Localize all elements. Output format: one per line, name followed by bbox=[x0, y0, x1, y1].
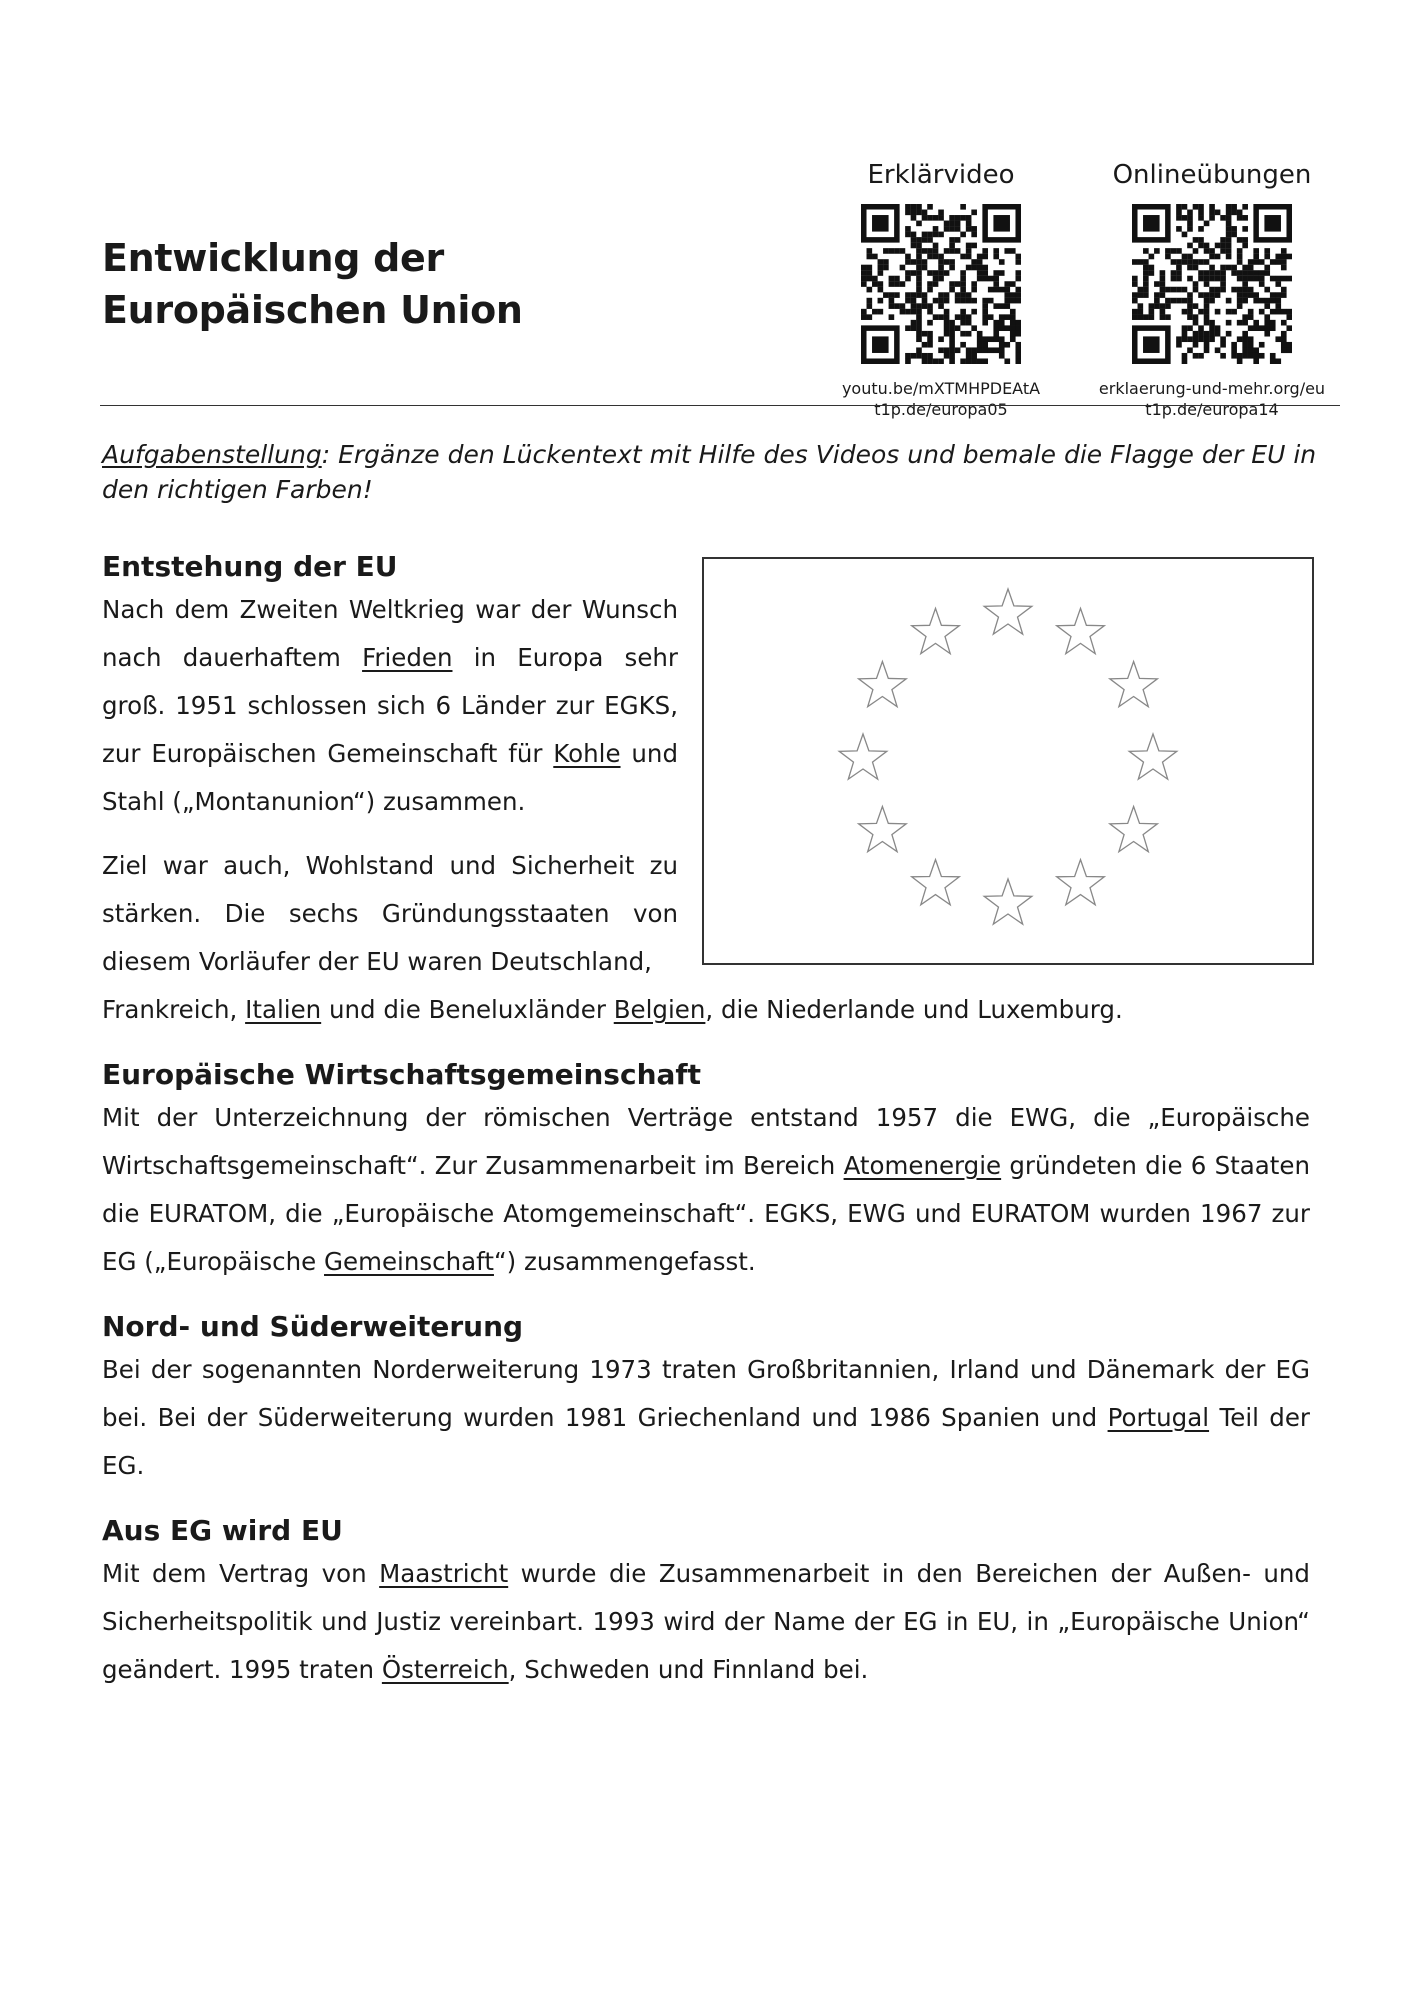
star-outline-icon bbox=[1057, 608, 1105, 653]
text-span: Bei der sogenannten Norderweiterung 1973 traten Großbritannien, Irland und Dänemark der EG bei. Bei der Süderweiterung wurden 1981 Griechenland und 1986 Spanien und bbox=[102, 1355, 1310, 1432]
text-span: und die Beneluxländer bbox=[321, 995, 614, 1024]
star-outline-icon bbox=[1129, 734, 1177, 779]
paragraph-ewg bbox=[102, 1094, 1310, 1286]
qr-label-video: Erklärvideo bbox=[867, 160, 1015, 190]
gap-answer: Gemeinschaft bbox=[324, 1247, 494, 1276]
paragraph-entstehung-2-end bbox=[102, 986, 1362, 1034]
qr-url-online-2[interactable]: t1p.de/europa14 bbox=[1145, 400, 1279, 419]
header-divider bbox=[100, 405, 1340, 406]
qr-code-icon[interactable] bbox=[861, 204, 1021, 364]
text-span: gründeten die 6 Staaten die EURATOM, die „Europäische Atomgemeinschaft“. EGKS, EWG und EURATOM wurden 1967 zur EG („Europäische bbox=[102, 1151, 1311, 1276]
flag-canvas bbox=[704, 559, 1312, 963]
heading-entstehung: Entstehung der EU bbox=[102, 550, 398, 583]
gap-answer: Belgien bbox=[613, 995, 706, 1024]
task-instruction bbox=[102, 437, 1332, 507]
paragraph-eu bbox=[102, 1550, 1310, 1694]
qr-url-online-1[interactable]: erklaerung-und-mehr.org/eu bbox=[1098, 379, 1326, 398]
title-line-2: Europäischen Union bbox=[102, 288, 523, 332]
star-outline-icon bbox=[1110, 662, 1158, 707]
star-outline-icon bbox=[912, 608, 960, 653]
title-line-1: Entwicklung der bbox=[102, 236, 444, 280]
qr-code-icon[interactable] bbox=[1132, 204, 1292, 364]
text-span: , Schweden und Finnland bei. bbox=[508, 1655, 869, 1684]
qr-label-online: Onlineübungen bbox=[1112, 160, 1312, 190]
gap-answer: Kohle bbox=[553, 739, 621, 768]
text-span: Mit der Unterzeichnung der römischen Verträge entstand 1957 die EWG, die „Europäische Wirtschaftsgemeinschaft“. Zur Zusammenarbeit im Bereich bbox=[102, 1103, 1310, 1180]
task-text: : Ergänze den Lückentext mit Hilfe des Videos und bemale die Flagge der EU in den richtigen Farben! bbox=[102, 440, 1317, 504]
paragraph-erweiterung bbox=[102, 1346, 1310, 1490]
qr-block-online bbox=[1072, 158, 1352, 420]
text-span: Frankreich, bbox=[102, 995, 246, 1024]
text-span: “) zusammengefasst. bbox=[493, 1247, 756, 1276]
qr-url-video-1[interactable]: youtu.be/mXTMHPDEAtA bbox=[841, 379, 1041, 398]
star-outline-icon bbox=[1057, 860, 1105, 905]
page-title bbox=[102, 232, 523, 336]
text-span: wurde die Zusammenarbeit in den Bereichen der Außen- und Sicherheitspolitik und Justiz vereinbart. 1993 wird der Name der EG in EU, in „Europäische Union“ geändert. 1995 traten bbox=[102, 1559, 1310, 1684]
gap-answer: Österreich bbox=[381, 1655, 509, 1684]
task-label: Aufgabenstellung bbox=[102, 440, 322, 469]
heading-eu: Aus EG wird EU bbox=[102, 1514, 343, 1547]
gap-answer: Portugal bbox=[1107, 1403, 1210, 1432]
text-span: in Europa sehr groß. 1951 schlossen sich 6 Länder zur EGKS, zur Europäischen Gemeinschaft für bbox=[102, 643, 678, 768]
heading-ewg: Europäische Wirtschaftsgemeinschaft bbox=[102, 1058, 701, 1091]
text-span: , die Niederlande und Luxemburg. bbox=[705, 995, 1123, 1024]
qr-block-video bbox=[816, 158, 1066, 420]
paragraph-entstehung-2 bbox=[102, 842, 678, 986]
qr-url-video-2[interactable]: t1p.de/europa05 bbox=[874, 400, 1008, 419]
star-outline-icon bbox=[1110, 807, 1158, 852]
gap-answer: Italien bbox=[245, 995, 322, 1024]
eu-flag-outline[interactable] bbox=[702, 557, 1314, 965]
star-outline-icon bbox=[859, 662, 907, 707]
heading-erweiterung: Nord- und Süderweiterung bbox=[102, 1310, 524, 1343]
paragraph-entstehung-1 bbox=[102, 586, 678, 826]
star-outline-icon bbox=[984, 879, 1032, 924]
gap-answer: Atomenergie bbox=[843, 1151, 1002, 1180]
star-outline-icon bbox=[859, 807, 907, 852]
text-span: Nach dem Zweiten Weltkrieg war der Wunsch nach dauerhaftem bbox=[102, 595, 678, 672]
text-span: Mit dem Vertrag von bbox=[102, 1559, 380, 1588]
star-outline-icon bbox=[839, 734, 887, 779]
star-outline-icon bbox=[912, 860, 960, 905]
gap-answer: Frieden bbox=[362, 643, 453, 672]
text-span: Teil der EG. bbox=[102, 1403, 1311, 1480]
text-span: und Stahl („Montanunion“) zusammen. bbox=[102, 739, 678, 816]
gap-answer: Maastricht bbox=[379, 1559, 509, 1588]
star-outline-icon bbox=[984, 589, 1032, 634]
text-span: Ziel war auch, Wohlstand und Sicherheit zu stärken. Die sechs Gründungsstaaten von diesem Vorläufer der EU waren Deutschland, bbox=[102, 851, 678, 976]
